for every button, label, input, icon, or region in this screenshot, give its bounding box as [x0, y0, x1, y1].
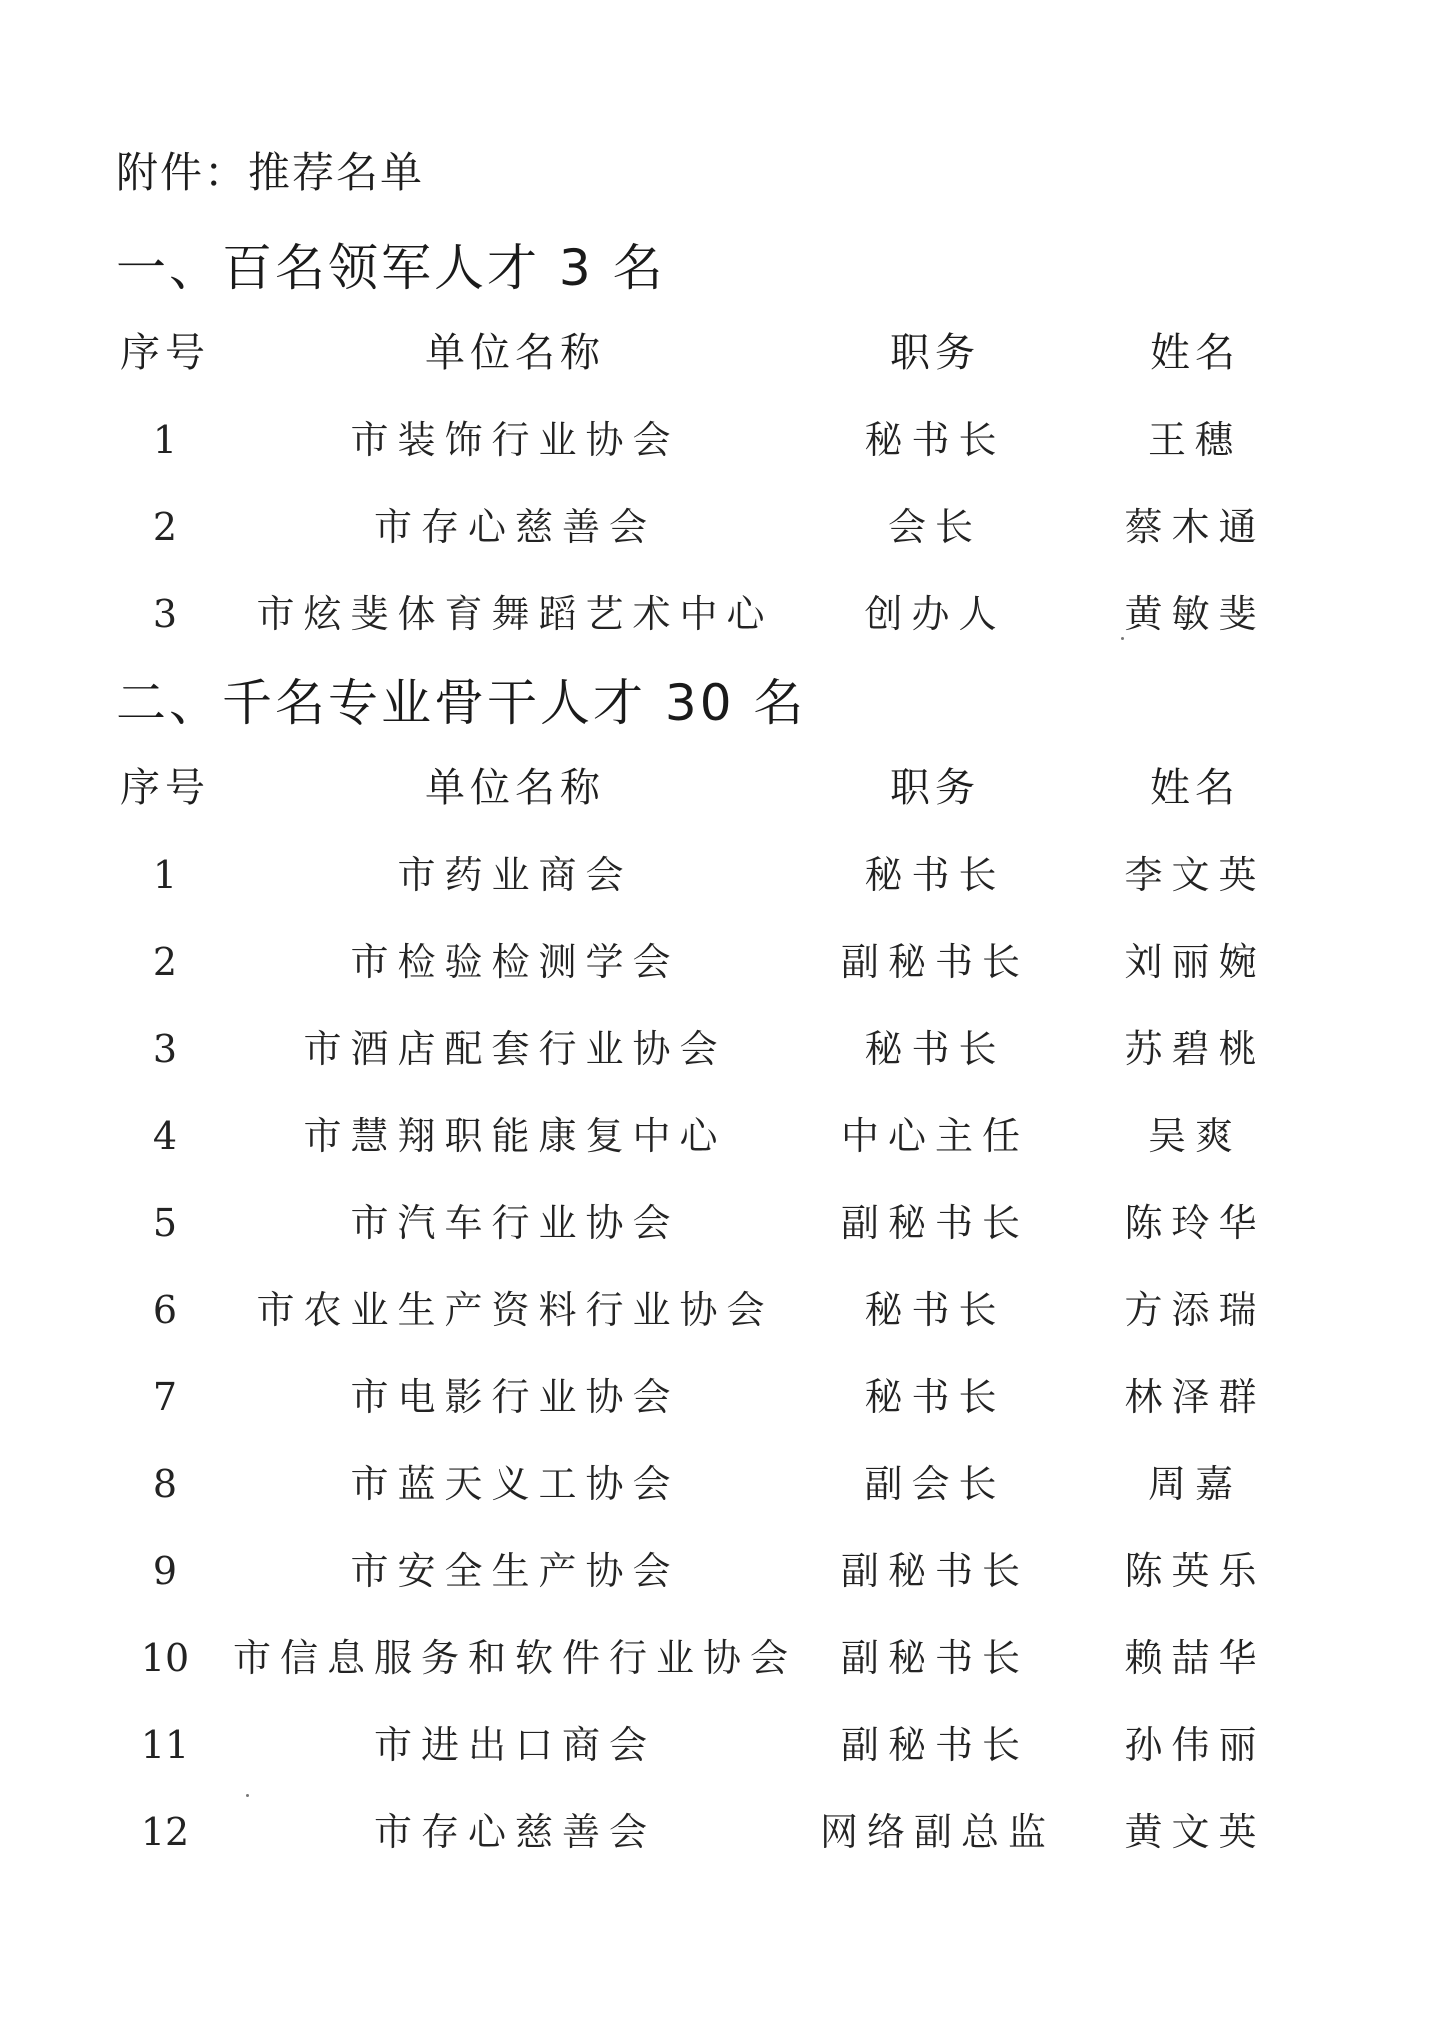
leaders-table [0, 310, 1452, 658]
row-name: 周嘉 [1147, 1462, 1242, 1506]
row-no: 2 [152, 505, 178, 549]
row-name: 方添瑞 [1124, 1288, 1266, 1332]
row-no: 3 [152, 592, 178, 636]
table-row [0, 1180, 1452, 1267]
row-position: 网络副总监 [820, 1810, 1056, 1854]
scan-speck [1121, 637, 1124, 640]
row-org: 市酒店配套行业协会 [303, 1027, 727, 1071]
row-org: 市药业商会 [397, 853, 633, 897]
backbone-table [0, 745, 1452, 1876]
row-name: 赖喆华 [1124, 1636, 1266, 1680]
row-org: 市装饰行业协会 [350, 418, 680, 462]
row-org: 市安全生产协会 [350, 1549, 680, 1593]
row-org: 市存心慈善会 [373, 505, 656, 549]
row-name: 孙伟丽 [1124, 1723, 1266, 1767]
row-name: 李文英 [1124, 853, 1266, 897]
row-no: 11 [140, 1723, 190, 1767]
row-position: 秘书长 [864, 1375, 1006, 1419]
table-row [0, 397, 1452, 484]
table-row [0, 1615, 1452, 1702]
table-row [0, 832, 1452, 919]
row-no: 4 [152, 1114, 178, 1158]
row-name: 吴爽 [1147, 1114, 1242, 1158]
row-no: 3 [152, 1027, 178, 1071]
table-row [0, 1441, 1452, 1528]
row-position: 秘书长 [864, 418, 1006, 462]
row-name: 王穗 [1147, 418, 1242, 462]
table-header-row [0, 745, 1452, 832]
table-row [0, 571, 1452, 658]
header-position: 职务 [890, 330, 980, 376]
header-org: 单位名称 [425, 330, 605, 376]
row-no: 6 [152, 1288, 178, 1332]
table-row [0, 1006, 1452, 1093]
row-no: 1 [152, 853, 178, 897]
section-heading-backbone: 二、千名专业骨干人才 30 名 [116, 674, 807, 732]
row-org: 市进出口商会 [373, 1723, 656, 1767]
header-org: 单位名称 [425, 765, 605, 811]
row-org: 市农业生产资料行业协会 [256, 1288, 774, 1332]
table-row [0, 1354, 1452, 1441]
table-row [0, 1267, 1452, 1354]
row-position: 副秘书长 [840, 1636, 1029, 1680]
header-no: 序号 [120, 765, 210, 811]
row-position: 创办人 [864, 592, 1006, 636]
row-position: 秘书长 [864, 1027, 1006, 1071]
row-no: 2 [152, 940, 178, 984]
row-org: 市检验检测学会 [350, 940, 680, 984]
row-position: 副会长 [864, 1462, 1006, 1506]
table-row [0, 1528, 1452, 1615]
row-org: 市存心慈善会 [373, 1810, 656, 1854]
row-no: 8 [152, 1462, 178, 1506]
row-name: 蔡木通 [1124, 505, 1266, 549]
scan-speck [246, 1794, 249, 1797]
row-org: 市慧翔职能康复中心 [303, 1114, 727, 1158]
row-no: 12 [140, 1810, 190, 1854]
row-position: 副秘书长 [840, 940, 1029, 984]
row-position: 副秘书长 [840, 1201, 1029, 1245]
row-name: 苏碧桃 [1124, 1027, 1266, 1071]
table-row [0, 919, 1452, 1006]
header-no: 序号 [120, 330, 210, 376]
header-position: 职务 [890, 765, 980, 811]
row-position: 会长 [887, 505, 982, 549]
row-no: 1 [152, 418, 178, 462]
table-row [0, 1789, 1452, 1876]
row-position: 秘书长 [864, 1288, 1006, 1332]
row-no: 5 [152, 1201, 178, 1245]
row-no: 10 [140, 1636, 190, 1680]
row-org: 市炫斐体育舞蹈艺术中心 [256, 592, 774, 636]
row-no: 7 [152, 1375, 178, 1419]
row-name: 黄敏斐 [1124, 592, 1266, 636]
row-name: 刘丽婉 [1124, 940, 1266, 984]
row-org: 市电影行业协会 [350, 1375, 680, 1419]
table-header-row [0, 310, 1452, 397]
row-name: 陈玲华 [1124, 1201, 1266, 1245]
row-name: 林泽群 [1124, 1375, 1266, 1419]
header-name: 姓名 [1150, 330, 1240, 376]
row-org: 市蓝天义工协会 [350, 1462, 680, 1506]
table-row [0, 484, 1452, 571]
row-position: 副秘书长 [840, 1723, 1029, 1767]
section-heading-leaders: 一、百名领军人才 3 名 [116, 239, 666, 297]
attachment-title: 附件：推荐名单 [116, 148, 425, 197]
header-name: 姓名 [1150, 765, 1240, 811]
row-position: 中心主任 [840, 1114, 1029, 1158]
row-position: 副秘书长 [840, 1549, 1029, 1593]
row-name: 陈英乐 [1124, 1549, 1266, 1593]
row-position: 秘书长 [864, 853, 1006, 897]
row-name: 黄文英 [1124, 1810, 1266, 1854]
table-row [0, 1093, 1452, 1180]
row-org: 市信息服务和软件行业协会 [232, 1636, 797, 1680]
row-no: 9 [152, 1549, 178, 1593]
table-row [0, 1702, 1452, 1789]
row-org: 市汽车行业协会 [350, 1201, 680, 1245]
